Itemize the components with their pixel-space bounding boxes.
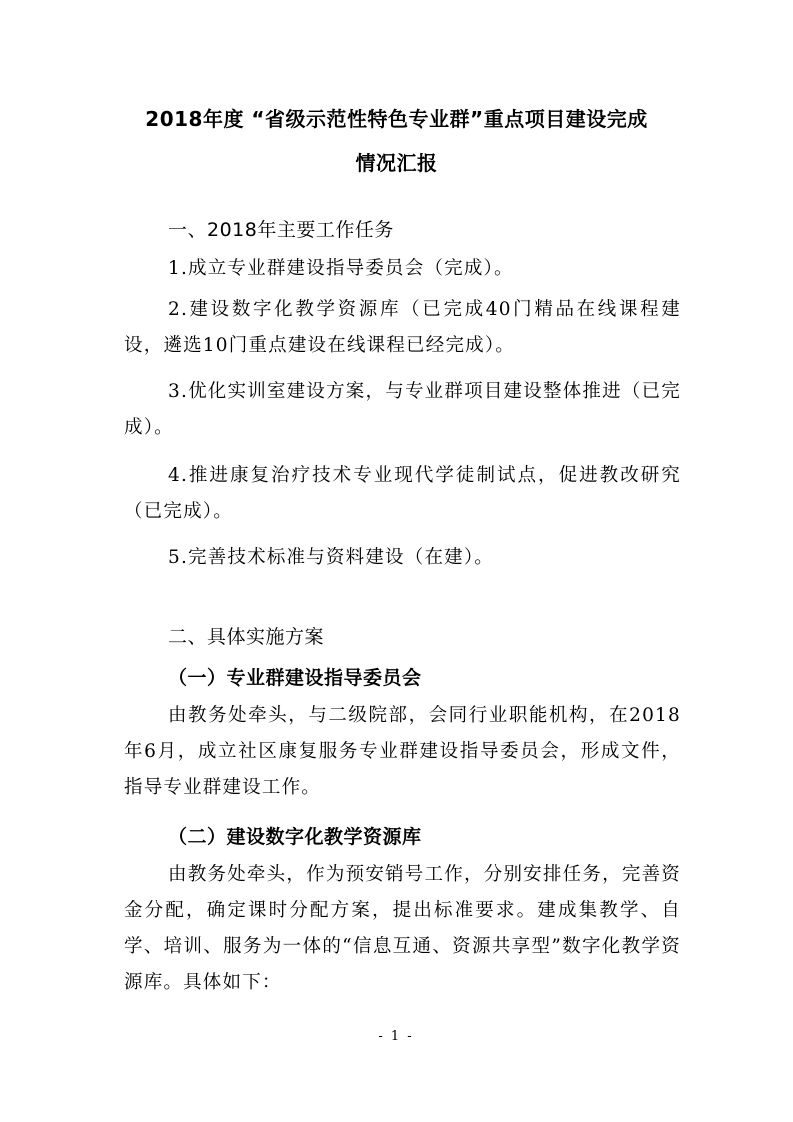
task-item-3: 3.优化实训室建设方案，与专业群项目建设整体推进（已完成）。 bbox=[124, 381, 681, 438]
task-item-5: 5.完善技术标准与资料建设（在建）。 bbox=[168, 547, 495, 568]
task-item-2: 2.建设数字化教学资源库（已完成40门精品在线课程建设，遴选10门重点建设在线课程已经完成）。 bbox=[124, 299, 681, 356]
subsection-2-body: 由教务处牵头，作为预安销号工作，分别安排任务，完善资金分配，确定课时分配方案，提出标准要求。建成集教学、自学、培训、服务为一体的“信息互通、资源共享型”数字化教学资源库。具体如下： bbox=[124, 864, 681, 993]
section-2-heading: 二、具体实施方案 bbox=[168, 626, 325, 648]
task-item-1: 1.成立专业群建设指导委员会（完成）。 bbox=[168, 258, 514, 279]
document-title-line-2: 情况汇报 bbox=[355, 151, 438, 175]
document-title-line-1: 2018年度 “省级示范性特色专业群”重点项目建设完成 bbox=[145, 107, 648, 131]
subsection-2-heading: （二）建设数字化教学资源库 bbox=[168, 826, 422, 848]
page-number: - 1 - bbox=[378, 1029, 414, 1044]
subsection-1-heading: （一）专业群建设指导委员会 bbox=[168, 667, 422, 689]
task-item-4: 4.推进康复治疗技术专业现代学徒制试点，促进教改研究（已完成）。 bbox=[124, 465, 681, 522]
section-1-heading: 一、2018年主要工作任务 bbox=[168, 219, 394, 241]
subsection-1-body: 由教务处牵头，与二级院部，会同行业职能机构，在2018年6月，成立社区康复服务专业群建设指导委员会，形成文件，指导专业群建设工作。 bbox=[124, 705, 681, 798]
